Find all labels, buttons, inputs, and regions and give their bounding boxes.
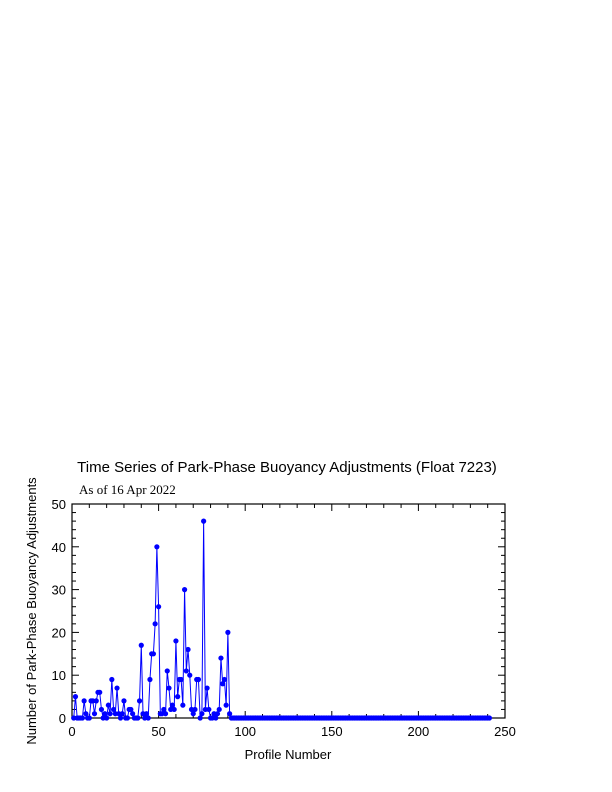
data-point [121,698,126,703]
data-point [104,715,109,720]
data-point [179,677,184,682]
data-point [146,715,151,720]
data-point [108,711,113,716]
data-point [163,711,168,716]
data-point [139,643,144,648]
data-point [151,651,156,656]
plot-frame [72,504,505,718]
y-axis-label: Number of Park-Phase Buoyancy Adjustments [24,477,39,745]
data-point [192,707,197,712]
series-line [74,521,490,718]
data-point [487,715,492,720]
x-tick-label: 100 [234,724,257,739]
data-point [137,698,142,703]
data-point [82,698,87,703]
x-tick-label: 0 [68,724,76,739]
data-point [125,715,130,720]
chart-subtitle: As of 16 Apr 2022 [79,482,176,497]
data-point [73,694,78,699]
y-tick-label: 40 [51,539,66,555]
data-point [218,655,223,660]
data-point [156,604,161,609]
data-series [71,519,492,721]
y-tick-label: 50 [51,497,66,512]
data-point [153,621,158,626]
data-point [196,677,201,682]
x-tick-label: 150 [320,724,343,739]
data-point [80,715,85,720]
data-point [187,673,192,678]
data-point [217,707,222,712]
y-tick-label: 10 [51,668,66,684]
data-point [222,677,227,682]
data-point [114,685,119,690]
data-point [135,715,140,720]
x-tick-label: 50 [151,724,166,739]
x-tick-label: 250 [494,724,516,739]
data-point [204,685,209,690]
data-point [165,668,170,673]
data-point [225,630,230,635]
data-point [166,685,171,690]
data-point [173,638,178,643]
data-point [109,677,114,682]
data-point [99,707,104,712]
data-point [106,703,111,708]
data-point [184,668,189,673]
data-point [201,519,206,524]
x-axis-label: Profile Number [244,747,332,762]
data-point [154,544,159,549]
y-tick-label: 20 [51,625,66,641]
data-point [206,707,211,712]
x-tick-label: 200 [407,724,430,739]
axis-tick-labels [52,497,516,739]
data-point [87,715,92,720]
data-point [94,698,99,703]
data-point [175,694,180,699]
axis-ticks [72,504,505,718]
data-point [97,690,102,695]
data-point [185,647,190,652]
data-point [182,587,187,592]
data-point [92,711,97,716]
chart-title: Time Series of Park-Phase Buoyancy Adjustments (Float 7223) [77,459,497,476]
data-point [224,703,229,708]
y-tick-label: 0 [58,711,66,726]
data-point [180,703,185,708]
data-point [147,677,152,682]
data-point [120,711,125,716]
y-tick-label: 30 [51,582,66,598]
data-point [199,711,204,716]
data-point [172,707,177,712]
